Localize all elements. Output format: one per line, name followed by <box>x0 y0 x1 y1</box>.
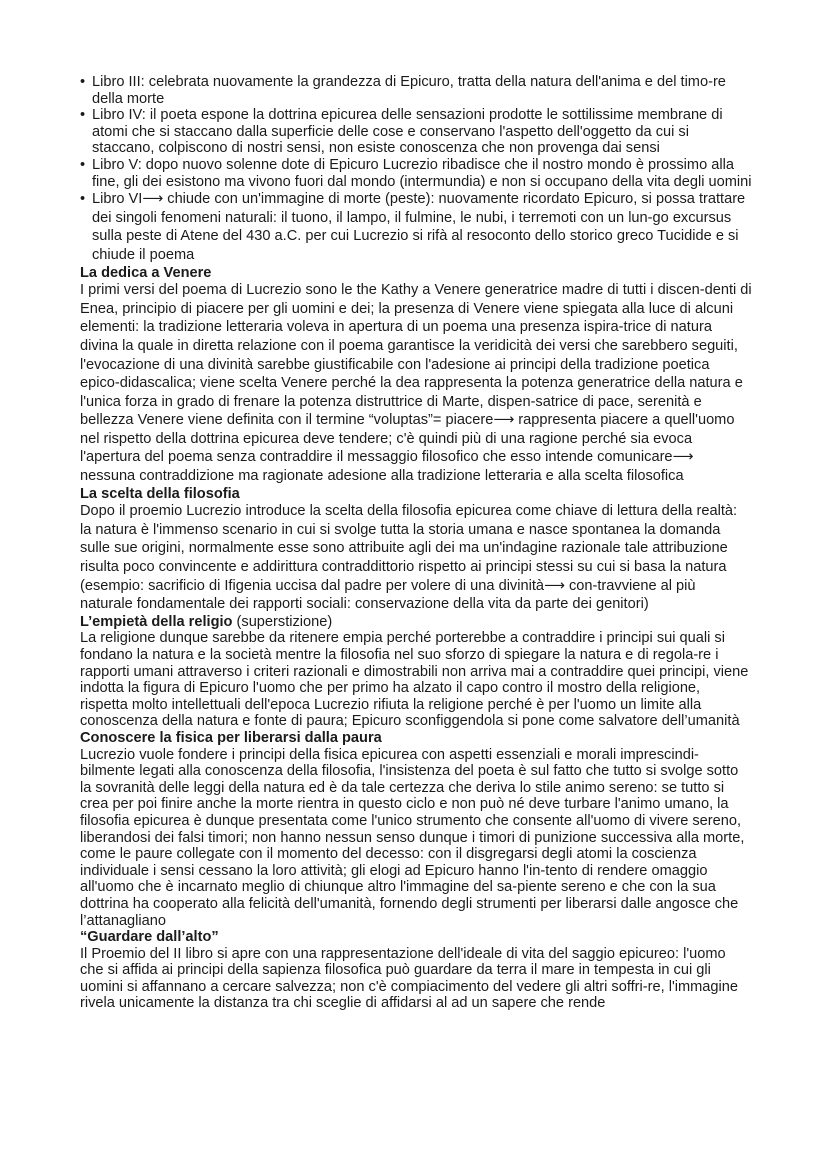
section-body-fisica: Lucrezio vuole fondere i principi della fisica epicurea con aspetti essenziali e morali imprescindi-bilmente legati alla conoscenza della filosofia, l'insistenza del poeta è sul fatto che tutto si svolge sotto la sovranità delle leggi della natura ed è da tale certezza che deriva lo stile animo sereno: se tutto si crea per poi finire anche la morte rientra in questo ciclo e non può né deve turbare l'animo umano, la filosofia epicurea è dunque presentata come l'unico strumento che consente all'uomo di vivere sereno, liberandosi dei falsi timori; non hanno nessun senso dunque i timori di punizione successiva alla morte, come le paure collegate con il momento del decesso: con il disgregarsi degli atomi la coscienza individuale i sensi cessano la loro attività; gli elogi ad Epicuro hanno l'in-tento di rendere omaggio all'uomo che è incarnato meglio di chiunque altro l'immagine del sa-piente sereno e che con la sua dottrina ha cooperato alla felicità dell'umanità, fornendo degli strumenti per liberarsi dalle angosce che l’attanagliano <box>80 746 745 929</box>
book-summary-list <box>80 74 752 265</box>
section-heading-empieta <box>80 614 752 631</box>
section-heading-scelta: La scelta della filosofia <box>80 485 240 502</box>
list-item-book-3: • Libro III: celebrata nuovamente la grandezza di Epicuro, tratta della natura dell'anima e del timo-re della morte <box>80 74 752 107</box>
section-body-empieta: La religione dunque sarebbe da ritenere empia perché porterebbe a contraddire i principi sui quali si fondano la natura e la società mentre la filosofia nel suo sforzo di spiegare la natura e di regola-re i rapporti umani attraverso i criteri razionali e dimostrabili non arriva mai a contraddire quei principi, viene indotta la figura di Epicuro l'uomo che per primo ha alzato il capo contro il mostro della religione, rispetta molto intellettuali dell'epoca Lucrezio rifiuta la religione perché è per l'uomo un limite alla conoscenza della natura e fonte di paura; Epicuro sconfiggendola si pone come salvatore dell’umanità <box>80 630 749 730</box>
section-heading-guardare: “Guardare dall’alto” <box>80 929 219 946</box>
section-heading-empieta-suffix: (superstizione) <box>232 613 333 630</box>
list-item-book-6: • Libro VI⟶ chiude con un'immagine di morte (peste): nuovamente ricordato Epicuro, si possa trattare dei singoli fenomeni naturali: il tuono, il lampo, il fulmine, le nubi, i terremoti con un lun-go excursus sulla peste di Atene del 430 a.C. per cui Lucrezio si rifà al resoconto dello storico greco Tucidide e si chiude il poema <box>80 190 752 264</box>
section-heading-empieta-title: L’empietà della religio <box>80 613 233 630</box>
document-page <box>80 74 752 1012</box>
section-body-dedica: I primi versi del poema di Lucrezio sono le the Kathy a Venere generatrice madre di tutti i discen-denti di Enea, principio di piacere per gli uomini e dei; la presenza di Venere viene spiegata alla luce di alcuni elementi: la tradizione letteraria voleva in apertura di un poema una presenza ispira-trice di natura divina la quale in diretta relazione con il poema garantisce la veridicità dei versi che sarebbero seguiti, l'evocazione di una divinità sarebbe giustificabile con l'adesione ai principi della tradizione poetica epico-didascalica; viene scelta Venere perché la dea rappresenta la potenza generatrice della natura e l'unica forza in grado di frenare la potenza distruttrice di Marte, dispen-satrice di pace, serenità e bellezza Venere viene definita con il termine “voluptas”= piacere⟶ rappresenta piacere a quell'uomo nel rispetto della dottrina epicurea deve tendere; c'è quindi più di una ragione perché sia evoca l'apertura del poema senza contraddire il messaggio filosofico che esso intende comunicare⟶ nessuna contraddizione ma ragionate adesione alla tradizione letteraria e alla scelta filosofica <box>80 282 752 485</box>
section-body-scelta: Dopo il proemio Lucrezio introduce la scelta della filosofia epicurea come chiave di lettura della realtà: la natura è l'immenso scenario in cui si svolge tutta la storia umana e nasce spontanea la domanda sulle sue origini, normalmente esse sono attribuite agli dei ma un'indagine razionale tale attribuzione risulta poco convincente e addirittura contraddittorio rispetto ai principi stessi su cui si basa la natura (esempio: sacrificio di Ifigenia uccisa dal padre per volere di una divinità⟶ con-travviene al più naturale fondamentale dei rapporti sociali: conservazione della vita da parte dei genitori) <box>80 503 738 613</box>
list-item-book-5: • Libro V: dopo nuovo solenne dote di Epicuro Lucrezio ribadisce che il nostro mondo è prossimo alla fine, gli dei esistono ma vivono fuori dal mondo (intermundia) e non si occupano della vita degli uomini <box>80 157 752 190</box>
section-body-guardare: Il Proemio del II libro si apre con una rappresentazione dell'ideale di vita del saggio epicureo: l'uomo che si affida ai principi della sapienza filosofica può guardare da terra il mare in tempesta in cui gli uomini si affannano a cercare salvezza; non c'è compiacimento del vedere gli altri soffri-re, l'immagine rivela unicamente la distanza tra chi sceglie di affidarsi al ad un sapere che rende <box>80 945 739 1012</box>
section-heading-dedica: La dedica a Venere <box>80 264 212 281</box>
section-heading-fisica: Conoscere la fisica per liberarsi dalla paura <box>80 729 382 746</box>
list-item-book-4: • Libro IV: il poeta espone la dottrina epicurea delle sensazioni prodotte le sottilissime membrane di atomi che si staccano dalla superficie delle cose e conservano l'aspetto dell'oggetto da cui si staccano, colpiscono di nostri sensi, non esiste conoscenza che non provenga dai sensi <box>80 107 752 157</box>
